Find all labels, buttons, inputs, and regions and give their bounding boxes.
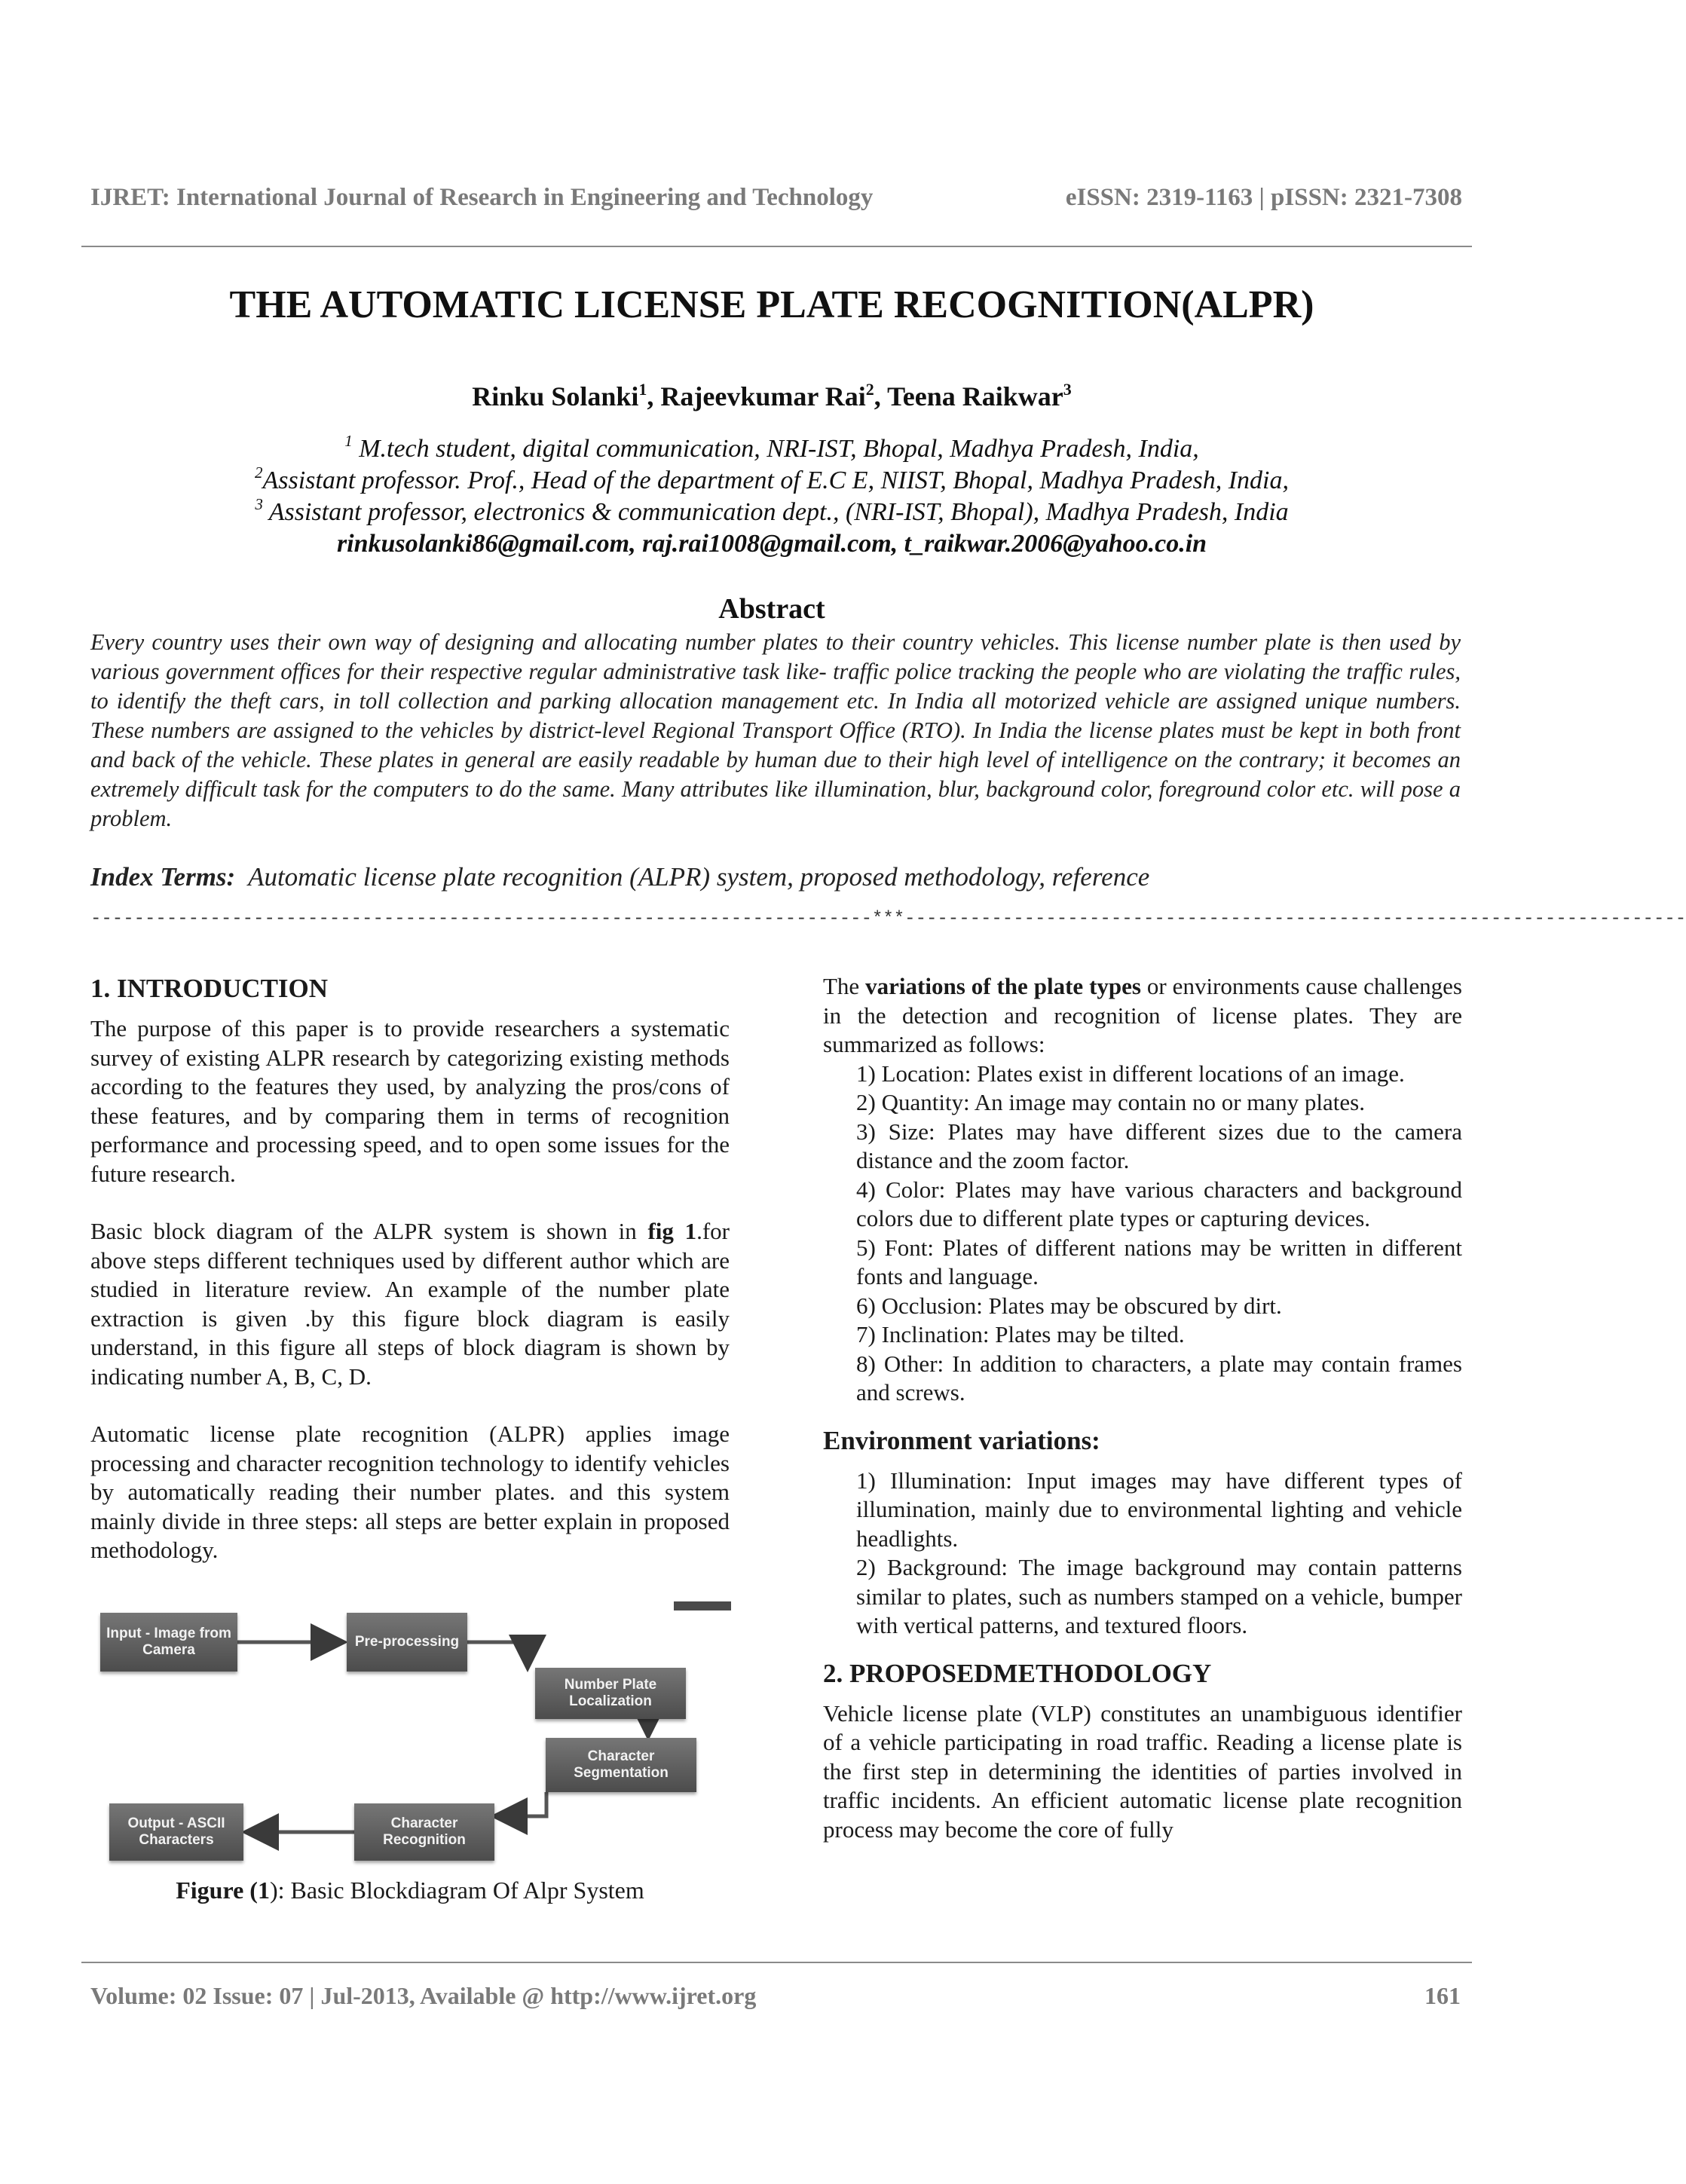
list-item: 3) Size: Plates may have different sizes due to the camera distance and the zoom factor. (856, 1118, 1462, 1173)
author-name: Rinku Solanki (472, 381, 639, 411)
left-column (90, 972, 730, 1565)
section-separator: ------------------------------------------------------------------------***------------------------------------------------------------------------ (90, 909, 1686, 929)
output-box: Output - ASCII Characters (109, 1803, 243, 1861)
author-sup: 1 (638, 380, 647, 399)
paper-title: THE AUTOMATIC LICENSE PLATE RECOGNITION(ALPR) (229, 283, 1314, 326)
plate-variation-list (856, 1060, 1462, 1408)
list-item: 6) Occlusion: Plates may be obscured by dirt. (856, 1292, 1282, 1319)
affiliation-line: $^1$ M.tech student, digital communication, NRI-IST, Bhopal, Madhya Pradesh, India, (344, 432, 1199, 463)
abstract-text: Every country uses their own way of designing and allocating number plates to their country vehicles. This license number plate is then used by various government offices for their respective regular administrative task like- traffic police tracking the people who are violating the traffic rules, to identify the theft cars, in toll collection and parking allocation management etc. In India all motorized vehicle are assigned unique numbers. These numbers are assigned to the vehicles by district-level Regional Transport Office (RTO). In India the license plates must be kept in both front and back of the vehicle. These plates in general are easily readable by human due to their high level of intelligence on the contrary; it becomes an extremely difficult task for the computers to do the same. Many attributes like illumination, blur, background color, foreground color etc. will pose a problem. (90, 629, 1461, 831)
index-terms (90, 862, 1461, 892)
abstract-heading: Abstract (718, 593, 825, 625)
figure-number: 1 (257, 1877, 270, 1904)
list-item: 2) Quantity: An image may contain no or many plates. (856, 1089, 1365, 1115)
index-terms-label: Index Terms: (90, 862, 236, 892)
affiliation-line: $^3$ Assistant professor, electronics & communication dept., (NRI-IST, Bhopal), Madhya Pradesh, India (255, 495, 1289, 526)
footer-rule (81, 1962, 1472, 1963)
author-sup: 3 (1063, 380, 1072, 399)
author-emails: rinkusolanki86@gmail.com, raj.rai1008@gmail.com, t_raikwar.2006@yahoo.co.in (336, 530, 1207, 558)
methodology-paragraph: Vehicle license plate (VLP) constitutes an unambiguous identifier of a vehicle participating in road traffic. Reading a license plate is the first step in determining the identities of parties involved in traffic incidents. An efficient automatic license plate recognition process may become the core of fully (823, 1699, 1462, 1843)
list-item: 7) Inclination: Plates may be tilted. (856, 1321, 1185, 1347)
list-item: 1) Location: Plates exist in different locations of an image. (856, 1060, 1405, 1087)
introduction-heading: 1. INTRODUCTION (90, 974, 329, 1003)
journal-name: IJRET: International Journal of Research in Engineering and Technology (90, 184, 874, 211)
header-rule (81, 246, 1472, 247)
segmentation-box: Character Segmentation (546, 1738, 696, 1792)
list-item: 5) Font: Plates of different nations may be written in different fonts and language. (856, 1234, 1462, 1289)
running-header (90, 184, 1462, 212)
list-item: 2) Background: The image background may contain patterns similar to plates, such as numbers stamped on a vehicle, bumper with vertical patterns, and textured floors. (856, 1554, 1462, 1638)
arrow-segmentation-to-recognition (497, 1792, 546, 1816)
block-diagram-figure (90, 1601, 731, 1865)
issn-info: eISSN: 2319-1163 | pISSN: 2321-7308 (1065, 184, 1462, 211)
environment-heading: Environment variations: (823, 1425, 1100, 1455)
author-name: Rajeevkumar Rai (660, 381, 866, 411)
running-footer (90, 1982, 1461, 2010)
right-column (823, 972, 1462, 1844)
author-list: Rinku Solanki$^1$, Rajeevkumar Rai$^2$, Teena Raikwar$^3$ (472, 380, 1072, 411)
list-item: 1) Illumination: Input images may have different types of illumination, mainly due to environmental lighting and vehicle headlights. (856, 1467, 1462, 1552)
figure-caption: Figure (1): Basic Blockdiagram Of Alpr System (176, 1877, 644, 1904)
arrow-preprocessing-to-localization (467, 1642, 528, 1665)
intro-paragraph-3: Automatic license plate recognition (ALPR) applies image processing and character recognition technology to identify vehicles by automatically reading their number plates. and this system mainly divide in three steps: all steps are better explain in proposed methodology. (90, 1421, 730, 1563)
index-terms-text: Automatic license plate recognition (ALPR) system, proposed methodology, reference (248, 862, 1150, 892)
fig-reference: fig 1 (647, 1218, 697, 1244)
environment-variation-list (856, 1467, 1462, 1641)
preprocessing-box: Pre-processing (347, 1613, 467, 1672)
localization-box: Number Plate Localization (535, 1668, 686, 1719)
affiliation-line: $^2$Assistant professor. Prof., Head of the department of E.C E, NIIST, Bhopal, Madhya Pradesh, India, (255, 463, 1289, 494)
affiliations (0, 433, 1544, 560)
list-item: 4) Color: Plates may have various characters and background colors due to different plate types or capturing devices. (856, 1176, 1462, 1231)
page-number: 161 (1424, 1982, 1461, 2009)
intro-paragraph-2: Basic block diagram of the ALPR system is shown in fig 1.for above steps different techniques used by different author which are studied in literature review. An example of the number plate extraction is given .by this figure block diagram is easily understand, in this figure all steps of block diagram is shown by indicating number A, B, C, D. (90, 1218, 730, 1390)
intro-paragraph-1: The purpose of this paper is to provide researchers a systematic survey of existing ALPR research by categorizing existing methods according to the features they used, by analyzing the pros/cons of these features, and by comparing them in terms of recognition performance and processing speed, and to open some issues for the future research. (90, 1015, 730, 1187)
recognition-box: Character Recognition (354, 1803, 494, 1861)
methodology-heading: 2. PROPOSEDMETHODOLOGY (823, 1658, 1212, 1688)
input-image-box: Input - Image from Camera (100, 1613, 237, 1672)
volume-info: Volume: 02 Issue: 07 | Jul-2013, Available @ http://www.ijret.org (90, 1982, 757, 2009)
author-sup: 2 (865, 380, 874, 399)
author-name: Teena Raikwar (887, 381, 1063, 411)
list-item: 8) Other: In addition to characters, a plate may contain frames and screws. (856, 1350, 1462, 1406)
variations-intro: The variations of the plate types or environments cause challenges in the detection and recognition of license plates. They are summarized as follows: (823, 973, 1462, 1057)
